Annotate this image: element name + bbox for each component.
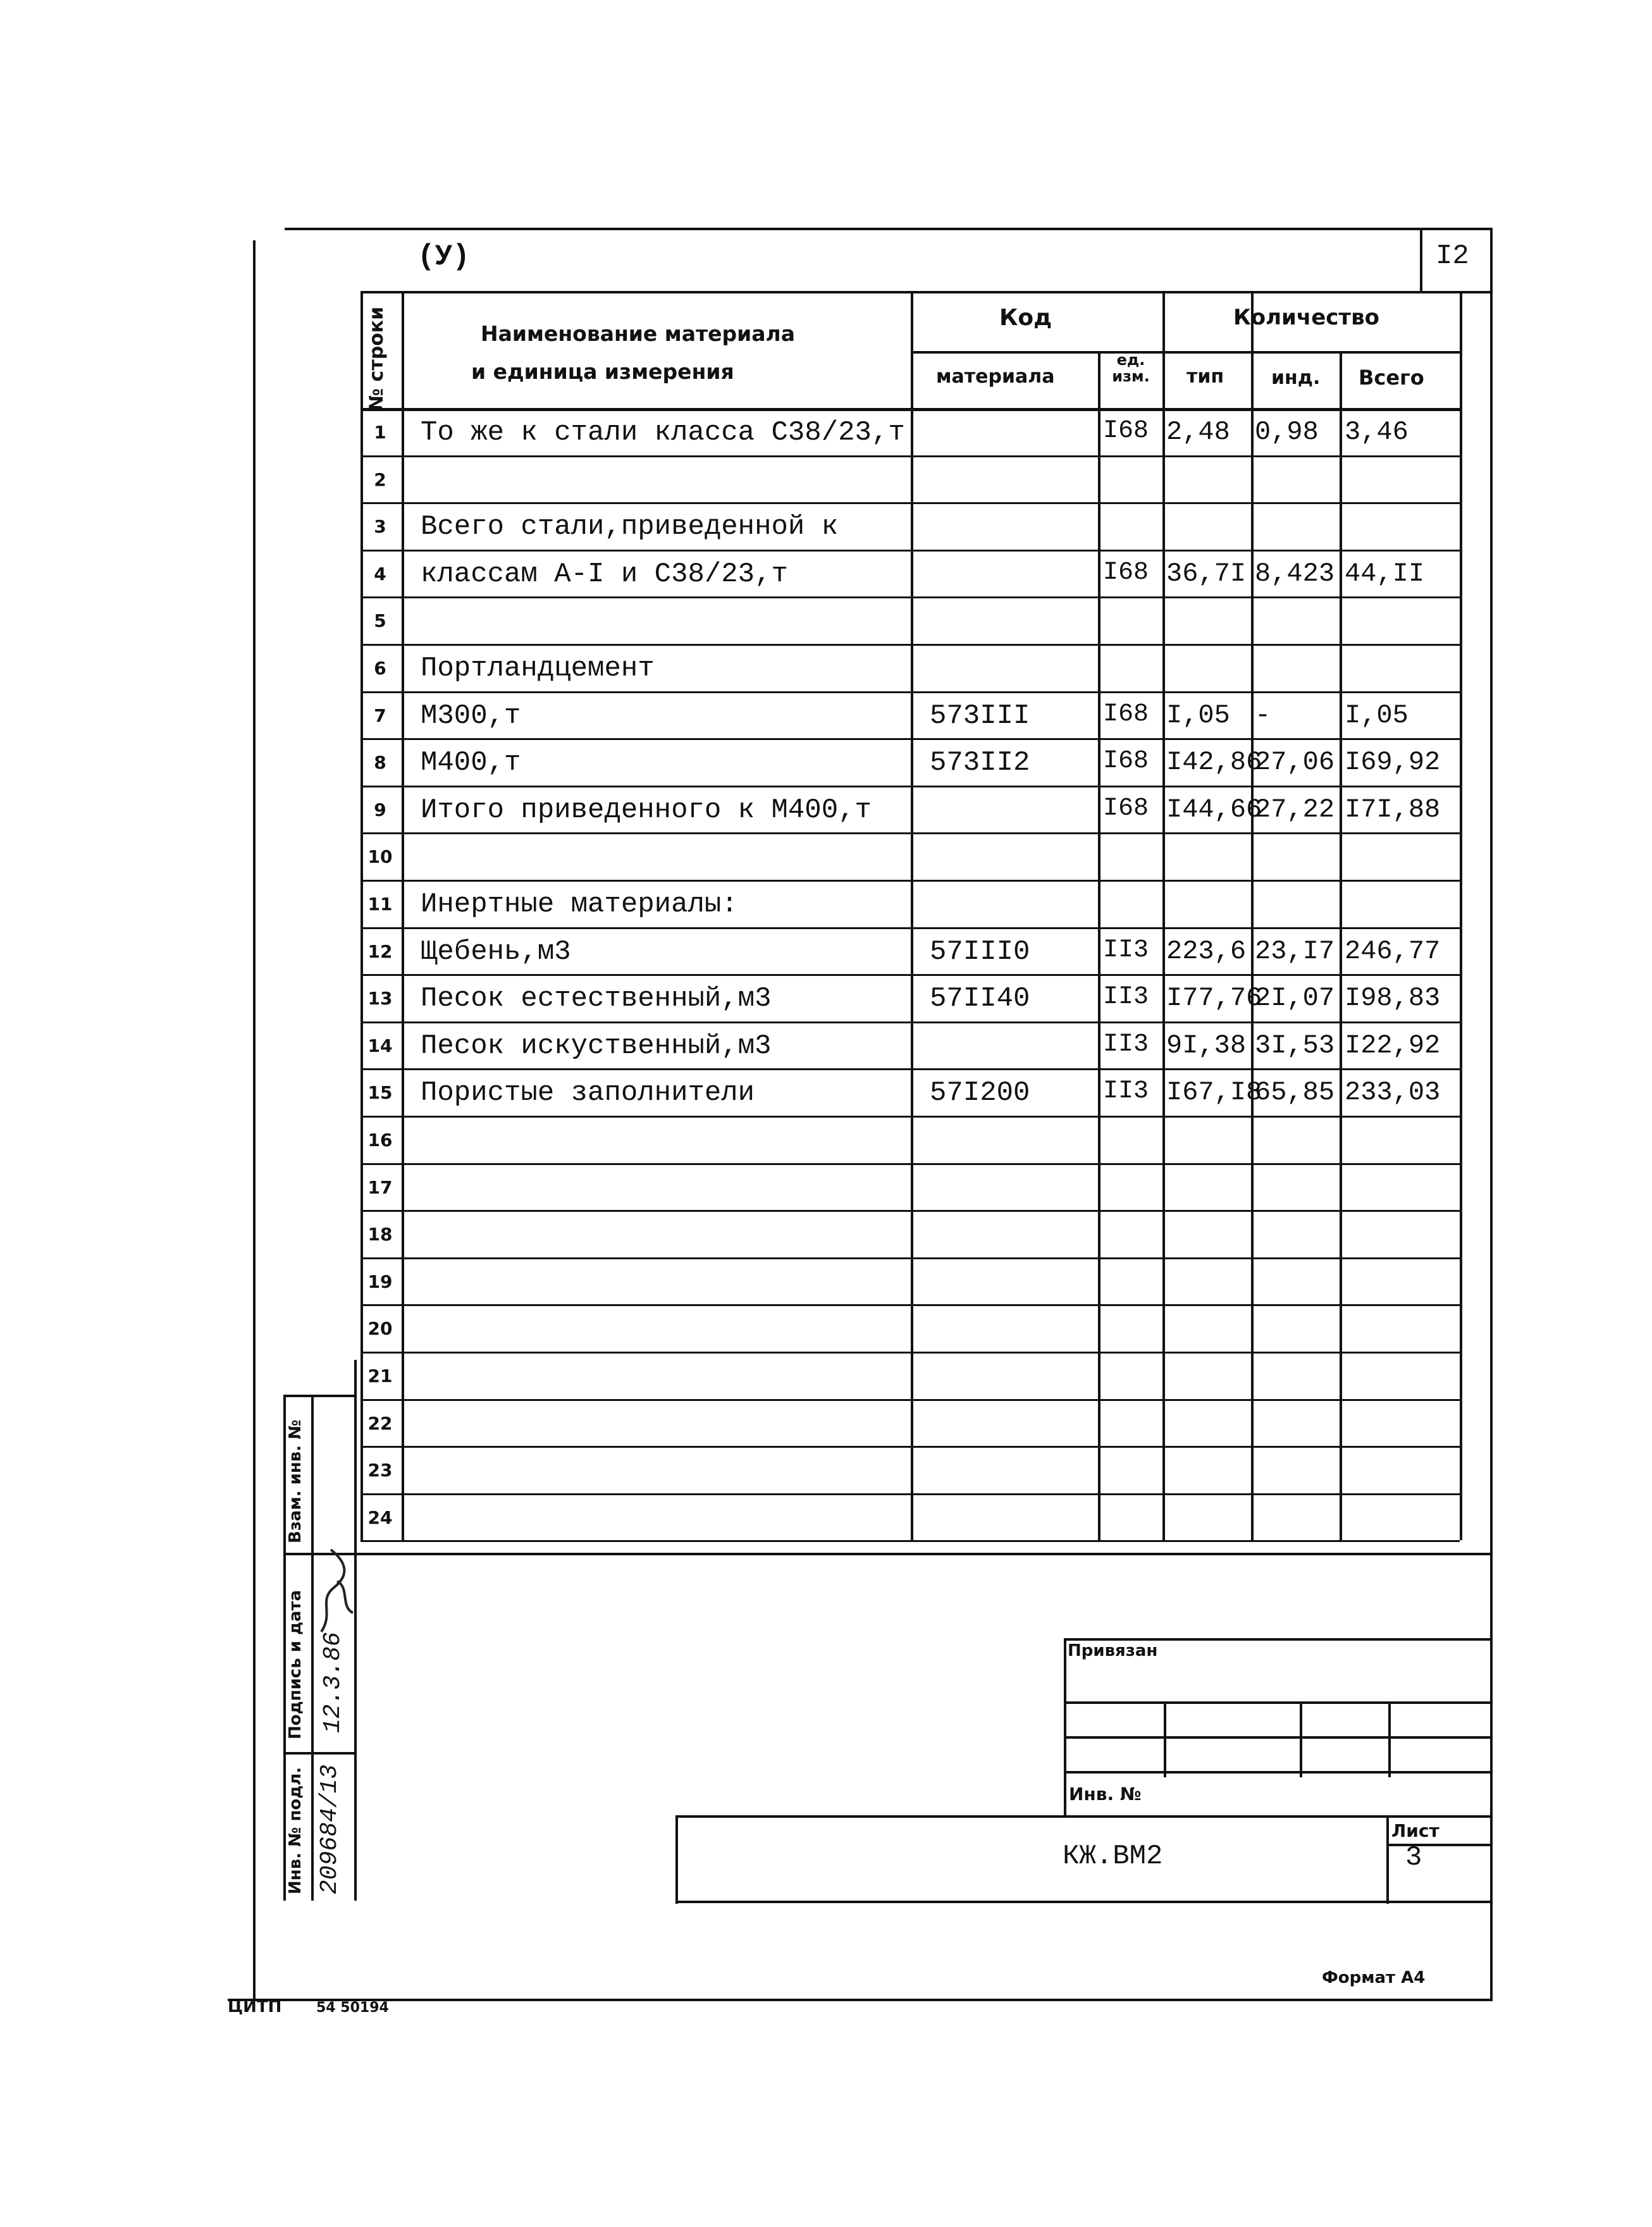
row-number: 10: [367, 846, 393, 868]
row-number: 1: [374, 422, 386, 443]
row-qty-type: I42,86: [1166, 747, 1262, 778]
table-row-line: [361, 786, 1460, 787]
row-number: 20: [367, 1318, 393, 1340]
table-row-line: [361, 596, 1460, 598]
doc-box-bottom: [675, 1901, 1491, 1903]
bound-label: Привязан: [1068, 1641, 1158, 1660]
stamp-inv-label: Инв. № подл.: [286, 1767, 305, 1894]
table-row-line: [361, 644, 1460, 646]
row-qty-type: I,05: [1166, 700, 1230, 731]
row-number: 11: [367, 894, 393, 915]
side-stamp-divider-1: [311, 1395, 314, 1901]
row-number: 18: [367, 1224, 393, 1245]
table-row-line: [361, 974, 1460, 976]
row-number: 21: [367, 1366, 393, 1386]
table-row-line: [361, 1116, 1460, 1118]
row-number: 19: [367, 1271, 393, 1292]
col-header-quantity: Количество: [1233, 305, 1380, 330]
row-qty-total: I7I,88: [1345, 794, 1441, 825]
row-unit-code: I68: [1103, 794, 1149, 823]
bound-box-col-3: [1388, 1701, 1391, 1777]
col-header-qty-total: Всего: [1359, 366, 1424, 390]
row-material-name: Всего стали,приведенной к: [421, 511, 839, 543]
frame-right-line: [1490, 228, 1493, 1999]
doc-box-left: [675, 1815, 678, 1904]
row-material-name: классам А-I и С38/23,т: [421, 558, 788, 590]
row-qty-ind: 8,423: [1255, 558, 1335, 589]
bound-box-col-2: [1300, 1701, 1302, 1777]
row-qty-total: I,05: [1345, 700, 1409, 731]
row-material-name: М300,т: [421, 700, 521, 732]
row-qty-total: I69,92: [1345, 747, 1441, 778]
table-col-line-4: [1162, 351, 1165, 1540]
row-material-code: 57III0: [930, 935, 1030, 968]
bound-box-line-1: [1064, 1701, 1491, 1704]
row-unit-code: II3: [1103, 935, 1149, 965]
row-unit-code: II3: [1103, 1030, 1149, 1059]
row-qty-ind: 27,22: [1255, 794, 1335, 825]
row-number: 23: [367, 1460, 393, 1481]
row-qty-type: 36,7I: [1166, 558, 1247, 589]
row-number: 6: [374, 658, 386, 679]
col-header-code: Код: [999, 305, 1052, 331]
row-number: 4: [374, 563, 386, 584]
table-header-split: [911, 351, 1460, 354]
row-material-name: Песок естественный,м3: [421, 983, 772, 1015]
row-qty-ind: 65,85: [1255, 1077, 1335, 1108]
row-qty-total: I22,92: [1345, 1030, 1441, 1061]
row-material-code: 573II2: [930, 747, 1030, 779]
row-number: 3: [374, 516, 386, 538]
sheet-value: 3: [1405, 1842, 1422, 1873]
row-material-name: Пористые заполнители: [421, 1077, 755, 1109]
row-number: 24: [367, 1507, 393, 1528]
row-qty-type: I44,66: [1166, 794, 1262, 825]
row-material-name: Инертные материалы:: [421, 889, 738, 920]
col-header-qty-type: тип: [1187, 366, 1224, 388]
row-number: 2: [374, 469, 386, 490]
row-number: 17: [367, 1176, 393, 1198]
row-unit-code: I68: [1103, 700, 1149, 729]
table-top: [361, 291, 1460, 293]
document-code: КЖ.ВМ2: [1063, 1841, 1163, 1872]
table-row-line: [361, 1257, 1460, 1259]
table-col-group-divider: [1162, 291, 1165, 351]
table-col-line-3: [1098, 351, 1100, 1540]
row-number: 13: [367, 988, 393, 1009]
table-col-line-6: [1340, 351, 1342, 1540]
sheet-box-left: [1386, 1815, 1389, 1904]
col-header-code-material: материала: [936, 366, 1055, 388]
row-material-name: Песок искуственный,м3: [421, 1030, 772, 1062]
frame-left-line: [253, 240, 256, 1999]
row-material-name: М400,т: [421, 747, 521, 779]
row-material-name: Портландцемент: [421, 653, 655, 684]
row-material-name: Итого приведенного к М400,т: [421, 794, 872, 826]
row-qty-total: 246,77: [1345, 935, 1441, 966]
row-material-name: То же к стали класса С38/23,т: [421, 417, 905, 448]
col-header-qty-ind: инд.: [1271, 367, 1321, 389]
frame-bottom-line: [228, 1999, 1493, 2001]
row-unit-code: I68: [1103, 747, 1149, 776]
bound-box-top: [1064, 1638, 1491, 1641]
sheet-label: Лист: [1391, 1820, 1439, 1841]
stamp-sign-label: Подпись и дата: [286, 1589, 305, 1739]
col-header-row-no: № строки: [366, 306, 388, 411]
row-unit-code: I68: [1103, 417, 1149, 445]
bound-box-col-1: [1164, 1701, 1166, 1777]
sheet-number-box-left: [1420, 229, 1422, 292]
table-row-line: [361, 1068, 1460, 1070]
row-qty-ind: 0,98: [1255, 417, 1319, 447]
row-qty-total: 44,II: [1345, 558, 1425, 589]
col-header-name-line1: Наименование материала: [481, 321, 795, 346]
side-stamp-sep-2: [283, 1752, 355, 1755]
row-number: 7: [374, 705, 386, 726]
bound-box-left: [1064, 1638, 1066, 1815]
row-number: 15: [367, 1082, 393, 1104]
row-qty-type: 2,48: [1166, 417, 1230, 447]
table-row-line: [361, 880, 1460, 882]
row-qty-type: 9I,38: [1166, 1030, 1247, 1061]
table-row-line: [361, 550, 1460, 552]
table-row-line: [361, 502, 1460, 504]
table-row-line: [361, 1304, 1460, 1306]
format-label: Формат А4: [1322, 1968, 1426, 1987]
table-row-line: [361, 691, 1460, 693]
row-material-code: 57II40: [930, 983, 1030, 1015]
row-qty-ind: 27,06: [1255, 747, 1335, 778]
sheet-number: I2: [1436, 240, 1469, 272]
table-row-line: [361, 455, 1460, 457]
frame-top-line: [285, 228, 1493, 230]
row-number: 9: [374, 799, 386, 820]
row-qty-total: I98,83: [1345, 983, 1441, 1014]
col-header-code-unit: ед. изм.: [1112, 351, 1150, 385]
sheet-box-mid: [1386, 1844, 1491, 1846]
stamp-replace-label: Взам. инв. №: [286, 1419, 305, 1543]
row-number: 5: [374, 610, 386, 632]
title-block-top: [354, 1553, 1491, 1555]
row-qty-type: 223,6: [1166, 935, 1247, 966]
row-unit-code: II3: [1103, 983, 1149, 1012]
row-qty-ind: 3I,53: [1255, 1030, 1335, 1061]
bound-box-line-2: [1064, 1736, 1491, 1739]
table-row-line: [361, 1446, 1460, 1448]
row-qty-ind: 2I,07: [1255, 983, 1335, 1014]
row-qty-ind: 23,I7: [1255, 935, 1335, 966]
row-material-code: 57I200: [930, 1077, 1030, 1109]
table-row-line: [361, 738, 1460, 740]
row-qty-total: 3,46: [1345, 417, 1409, 447]
row-number: 12: [367, 941, 393, 962]
table-row-line: [361, 1493, 1460, 1495]
table-row-line: [361, 1399, 1460, 1401]
side-stamp-top: [283, 1395, 355, 1397]
col-header-name-line2: и единица измерения: [471, 359, 734, 384]
row-qty-ind: -: [1255, 700, 1271, 731]
stamp-inv-value: 209684/13: [316, 1764, 343, 1894]
row-number: 16: [367, 1130, 393, 1151]
table-row-line: [361, 927, 1460, 929]
row-material-code: 573III: [930, 700, 1030, 732]
stamp-sign-value: 12.3.86: [319, 1632, 347, 1733]
table-col-line-7: [1460, 291, 1462, 1540]
table-row-line: [361, 1163, 1460, 1165]
signature-scribble: [315, 1543, 359, 1638]
row-number: 8: [374, 752, 386, 774]
row-number: 22: [367, 1412, 393, 1434]
bound-box-line-3: [1064, 1771, 1491, 1774]
table-row-line: [361, 1210, 1460, 1212]
row-qty-type: I77,76: [1166, 983, 1262, 1014]
table-row-line: [361, 1540, 1460, 1542]
corner-mark: (У): [417, 240, 470, 273]
doc-box-top: [675, 1815, 1491, 1818]
table-row-line: [361, 832, 1460, 834]
order-number: 54 50194: [316, 2000, 389, 2016]
table-header-bottom: [361, 408, 1460, 411]
table-row-line: [361, 1021, 1460, 1023]
row-unit-code: II3: [1103, 1077, 1149, 1106]
row-qty-type: I67,I8: [1166, 1077, 1262, 1108]
table-row-line: [361, 1352, 1460, 1354]
publisher-label: ЦИТП: [228, 1997, 282, 2016]
row-unit-code: I68: [1103, 558, 1149, 587]
inv-label: Инв. №: [1069, 1784, 1142, 1804]
row-qty-total: 233,03: [1345, 1077, 1441, 1108]
row-number: 14: [367, 1035, 393, 1056]
row-material-name: Щебень,м3: [421, 935, 571, 968]
